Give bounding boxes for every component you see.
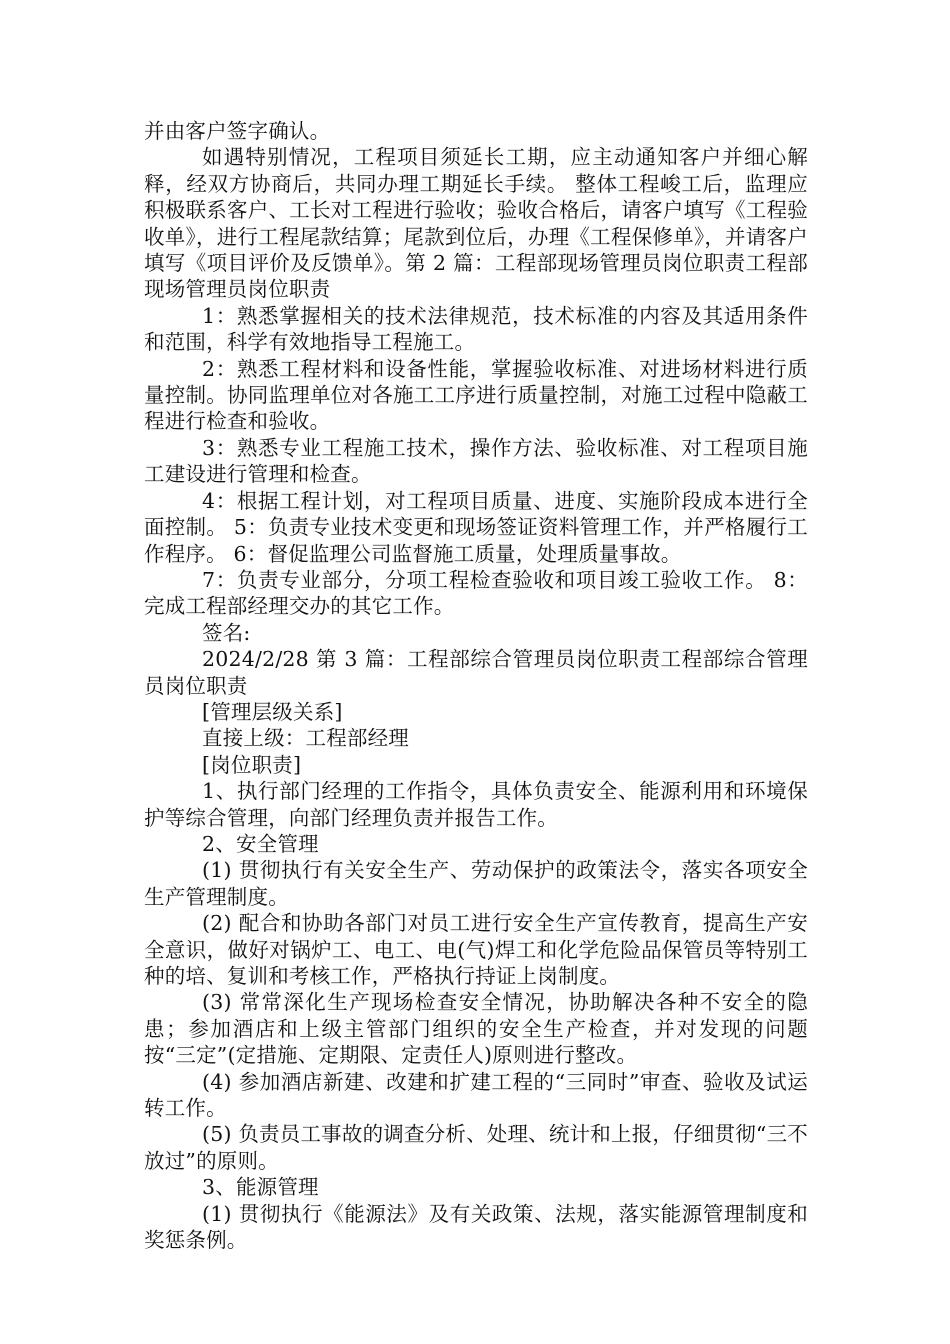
paragraph-21: (1) 贯彻执行《能源法》及有关政策、法规，落实能源管理制度和奖惩条例。: [144, 1201, 808, 1253]
paragraph-15: (1) 贯彻执行有关安全生产、劳动保护的政策法令，落实各项安全生产管理制度。: [144, 858, 808, 909]
paragraph-19: (5) 负责员工事故的调查分析、处理、统计和上报，仔细贯彻“三不放过”的原则。: [144, 1122, 808, 1173]
paragraph-13: 1、执行部门经理的工作指令，具体负责安全、能源利用和环境保护等综合管理，向部门经理负责并报告工作。: [144, 779, 808, 830]
paragraph-2: 如遇特别情况，工程项目须延长工期，应主动通知客户并细心解释，经双方协商后，共同办理工期延长手续。 整体工程峻工后，监理应积极联系客户、工长对工程进行验收；验收合格后，请客户填写《工程验收单》，进行工程尾款结算；尾款到位后，办理《工程保修单》，并请客户填写《项目评价及反馈单》。第 2 篇：工程部现场管理员岗位职责工程部现场管理员岗位职责: [144, 145, 808, 302]
document-body: [144, 118, 808, 1253]
signature-label: 签名:: [202, 620, 251, 645]
paragraph-1: 并由客户签字确认。: [144, 119, 331, 143]
paragraph-18: (4) 参加酒店新建、改建和扩建工程的“三同时”审查、验收及试运转工作。: [144, 1069, 808, 1121]
paragraph-9: 2024/2/28 第 3 篇：工程部综合管理员岗位职责工程部综合管理员岗位职责: [144, 647, 808, 698]
section-heading-energy: 3、能源管理: [202, 1175, 319, 1200]
section-heading-safety: 2、安全管理: [202, 831, 319, 856]
paragraph-6: 4：根据工程计划，对工程项目质量、进度、实施阶段成本进行全面控制。 5：负责专业技术变更和现场签证资料管理工作，并严格履行工作程序。 6：督促监理公司监督施工质量，处理质量事故。: [144, 488, 808, 566]
paragraph-11: 直接上级：工程部经理: [202, 726, 409, 751]
paragraph-4: 2：熟悉工程材料和设备性能，掌握验收标准、对进场材料进行质量控制。协同监理单位对各施工工序进行质量控制，对施工过程中隐蔽工程进行检查和验收。: [144, 356, 808, 434]
paragraph-5: 3：熟悉专业工程施工技术，操作方法、验收标准、对工程项目施工建设进行管理和检查。: [144, 435, 808, 487]
paragraph-17: (3) 常常深化生产现场检查安全情况，协助解决各种不安全的隐患；参加酒店和上级主管部门组织的安全生产检查，并对发现的问题按“三定”(定措施、定期限、定责任人)原则进行整改。: [144, 990, 808, 1068]
paragraph-7: 7：负责专业部分，分项工程检查验收和项目竣工验收工作。 8：完成工程部经理交办的其它工作。: [144, 567, 808, 619]
paragraph-16: (2) 配合和协助各部门对员工进行安全生产宣传教育，提高生产安全意识，做好对锅炉工、电工、电(气)焊工和化学危险品保管员等特别工种的培、复训和考核工作，严格执行持证上岗制度。: [144, 911, 808, 988]
section-heading-duties: [岗位职责]: [202, 752, 302, 777]
section-heading-hierarchy: [管理层级关系]: [202, 699, 343, 724]
paragraph-3: 1：熟悉掌握相关的技术法律规范，技术标准的内容及其适用条件和范围，科学有效地指导工程施工。: [144, 303, 808, 355]
